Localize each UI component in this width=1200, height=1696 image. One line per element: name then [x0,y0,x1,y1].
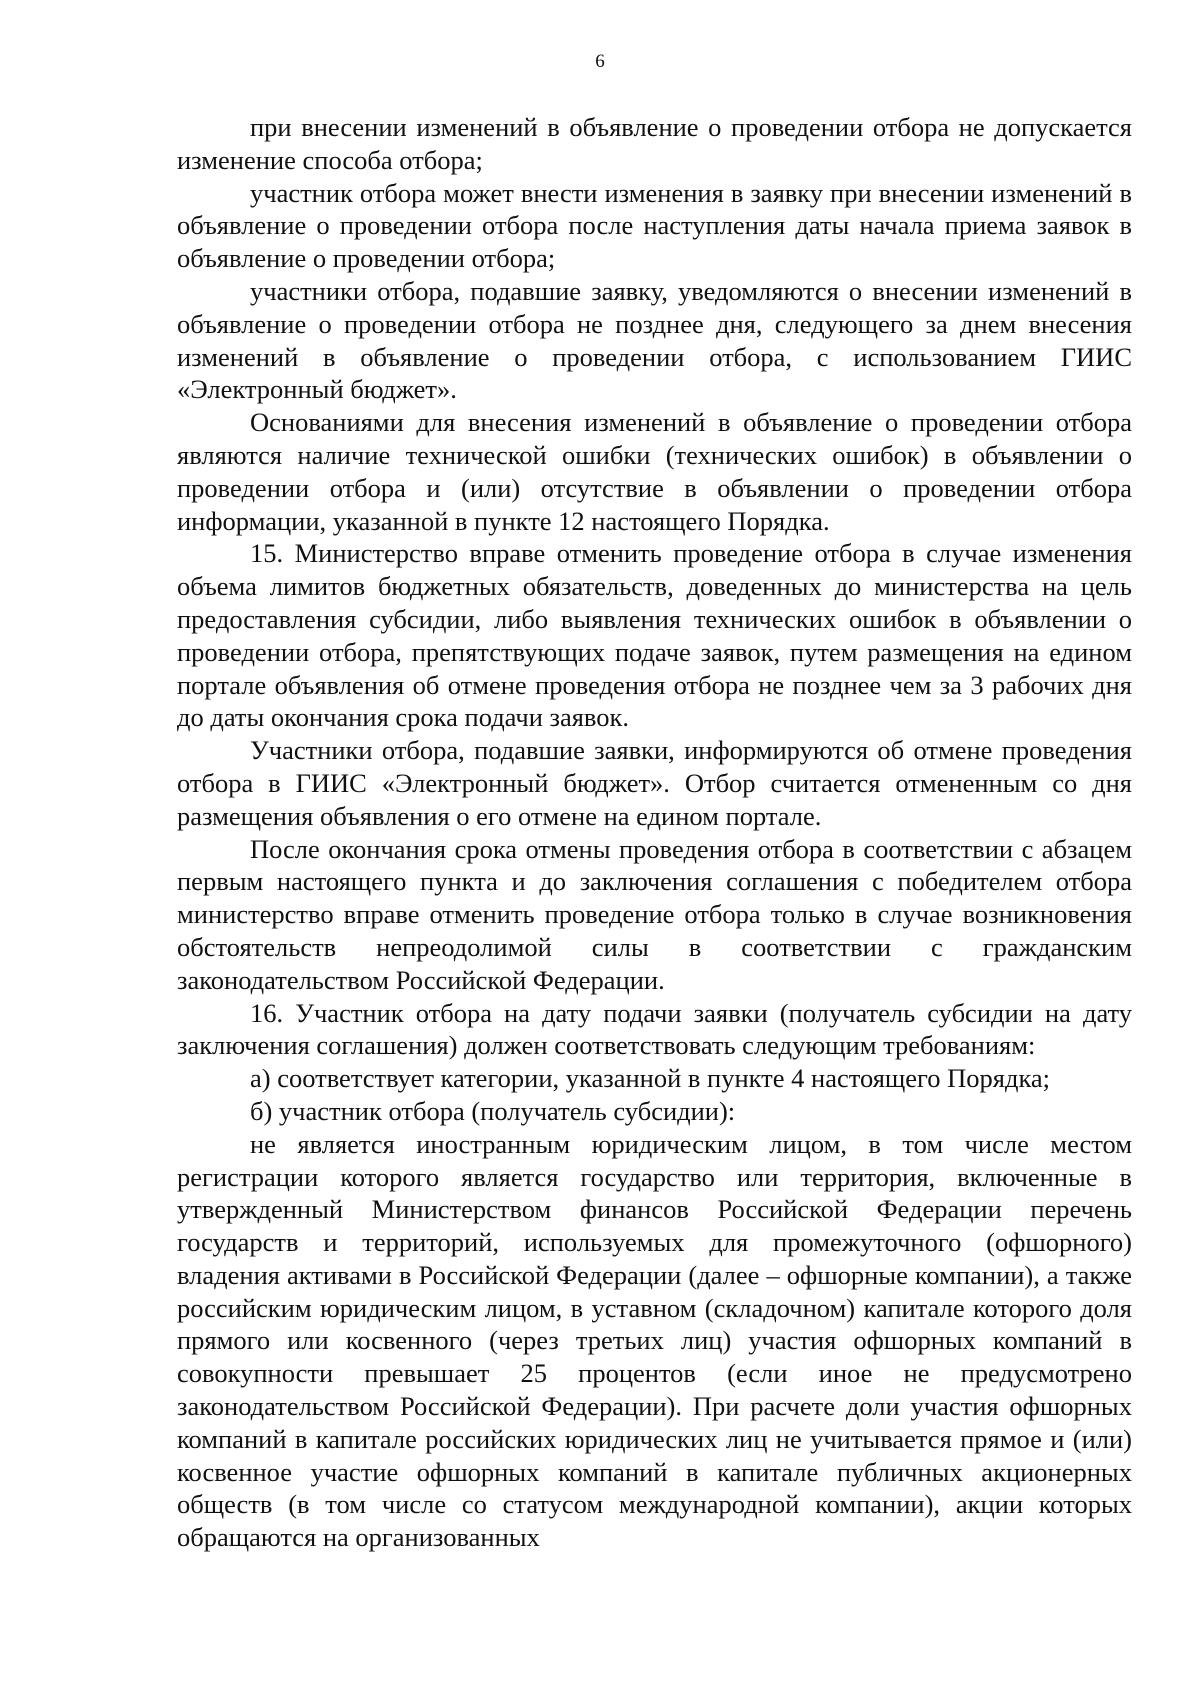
paragraph: при внесении изменений в объявление о проведении отбора не допускается изменение способа отбора; [177,112,1132,175]
paragraph: 15. Министерство вправе отменить проведение отбора в случае изменения объема лимитов бюджетных обязательств, доведенных до министерства на цель предоставления субсидии, либо выявления технических ошибок в объявлении о проведении отбора, препятствующих подаче заявок, путем размещения на едином портале объявления об отмене проведения отбора не позднее чем за 3 рабочих дня до даты окончания срока подачи заявок. [177,538,1132,733]
document-body [177,111,1132,1554]
paragraph: Участники отбора, подавшие заявки, информируются об отмене проведения отбора в ГИИС «Электронный бюджет». Отбор считается отмененным со дня размещения объявления о его отмене на едином портале. [177,735,1132,831]
paragraph: б) участник отбора (получатель субсидии): [250,1095,736,1126]
paragraph: участники отбора, подавшие заявку, уведомляются о внесении изменений в объявление о проведении отбора не позднее дня, следующего за днем внесения изменений в объявление о проведении отбора, с использованием ГИИС «Электронный бюджет». [177,275,1132,405]
paragraph: участник отбора может внести изменения в заявку при внесении изменений в объявление о проведении отбора после наступления даты начала приема заявок в объявление о проведении отбора; [177,177,1132,274]
paragraph: не является иностранным юридическим лицом, в том числе местом регистрации которого является государство или территория, включенные в утвержденный Министерством финансов Российской Федерации перечень государств и территорий, используемых для промежуточного (офшорного) владения активами в Российской Федерации (далее – офшорные компании), а также российским юридическим лицом, в уставном (складочном) капитале которого доля прямого или косвенного (через третьих лиц) участия офшорных компаний в совокупности превышает 25 процентов (если иное не предусмотрено законодательством Российской Федерации). При расчете доли участия офшорных компаний в капитале российских юридических лиц не учитывается прямое и (или) косвенное участие офшорных компаний в капитале публичных акционерных обществ (в том числе со статусом международной компании), акции которых обращаются на организованных [177,1128,1132,1553]
paragraph: Основаниями для внесения изменений в объявление о проведении отбора являются наличие технической ошибки (технических ошибок) в объявлении о проведении отбора и (или) отсутствие в объявлении о проведении отбора информации, указанной в пункте 12 настоящего Порядка. [177,407,1132,536]
paragraph: После окончания срока отмены проведения отбора в соответствии с абзацем первым настоящего пункта и до заключения соглашения с победителем отбора министерство вправе отменить проведение отбора только в случае возникновения обстоятельств непреодолимой силы в соответствии с гражданским законодательством Российской Федерации. [177,833,1132,995]
page-number: 6 [595,51,605,72]
paragraph: 16. Участник отбора на дату подачи заявки (получатель субсидии на дату заключения соглашения) должен соответствовать следующим требованиям: [177,997,1132,1061]
paragraph: а) соответствует категории, указанной в пункте 4 настоящего Порядка; [250,1063,1051,1094]
